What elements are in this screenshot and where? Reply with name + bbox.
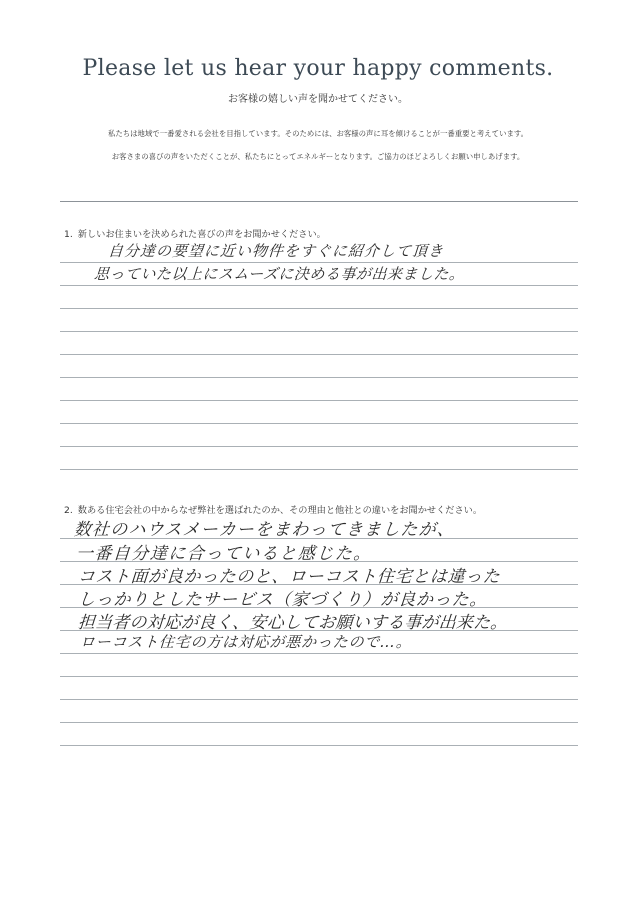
answer-1-line (60, 423, 578, 424)
answer-1-handwriting-line-2: 思っていた以上にスムーズに決める事が出来ました。 (93, 265, 466, 283)
question-2-number: 2. (64, 505, 73, 516)
answer-1-line (60, 354, 578, 355)
answer-2-line (60, 699, 578, 700)
question-2-text: 数ある住宅会社の中からなぜ弊社を選ばれたのか、その理由と他社との違いをお聞かせください。 (77, 505, 483, 516)
answer-1-line (60, 331, 578, 332)
answer-2-handwriting-line-3: コスト面が良かったのと、ローコスト住宅とは違った (77, 567, 501, 587)
answer-1-line (60, 400, 578, 401)
answer-1-handwriting-line-1: 自分達の要望に近い物件をすぐに紹介して頂き (107, 242, 445, 260)
question-2-label (64, 502, 482, 516)
question-1-label (64, 226, 326, 240)
page-subtitle: お客様の嬉しい声を聞かせてください。 (228, 94, 408, 105)
answer-2-line (60, 676, 578, 677)
answer-1-line (60, 377, 578, 378)
question-1-text: 新しいお住まいを決められた喜びの声をお聞かせください。 (77, 229, 326, 240)
answer-2-handwriting-line-4: しっかりとしたサービス（家づくり）が良かった。 (77, 590, 488, 610)
answer-2-handwriting-line-6: ローコスト住宅の方は対応が悪かったので…。 (79, 633, 413, 651)
intro-text-line-1: 私たちは地域で一番愛される会社を目指しています。そのためには、お客様の声に耳を傾けることが一番重要と考えています。 (107, 129, 529, 138)
page-title: Please let us hear your happy comments. (82, 56, 554, 81)
answer-2-handwriting-line-1: 数社のハウスメーカーをまわってきましたが、 (73, 520, 456, 540)
answer-2-handwriting-line-5: 担当者の対応が良く、安心してお願いする事が出来た。 (77, 613, 509, 633)
answer-2-line (60, 745, 578, 746)
answer-2-line (60, 722, 578, 723)
question-1-number: 1. (64, 229, 73, 240)
answer-1-line (60, 285, 578, 286)
answer-2-handwriting-line-2: 一番自分達に合っていると感じた。 (75, 544, 373, 564)
header-divider (60, 201, 578, 202)
answer-2-line (60, 653, 578, 654)
answer-1-line (60, 446, 578, 447)
answer-1-line (60, 469, 578, 470)
answer-1-line (60, 308, 578, 309)
intro-text-line-2: お客さまの喜びの声をいただくことが、私たちにとってエネルギーとなります。ご協力のほどよろしくお願い申しあげます。 (111, 152, 525, 161)
